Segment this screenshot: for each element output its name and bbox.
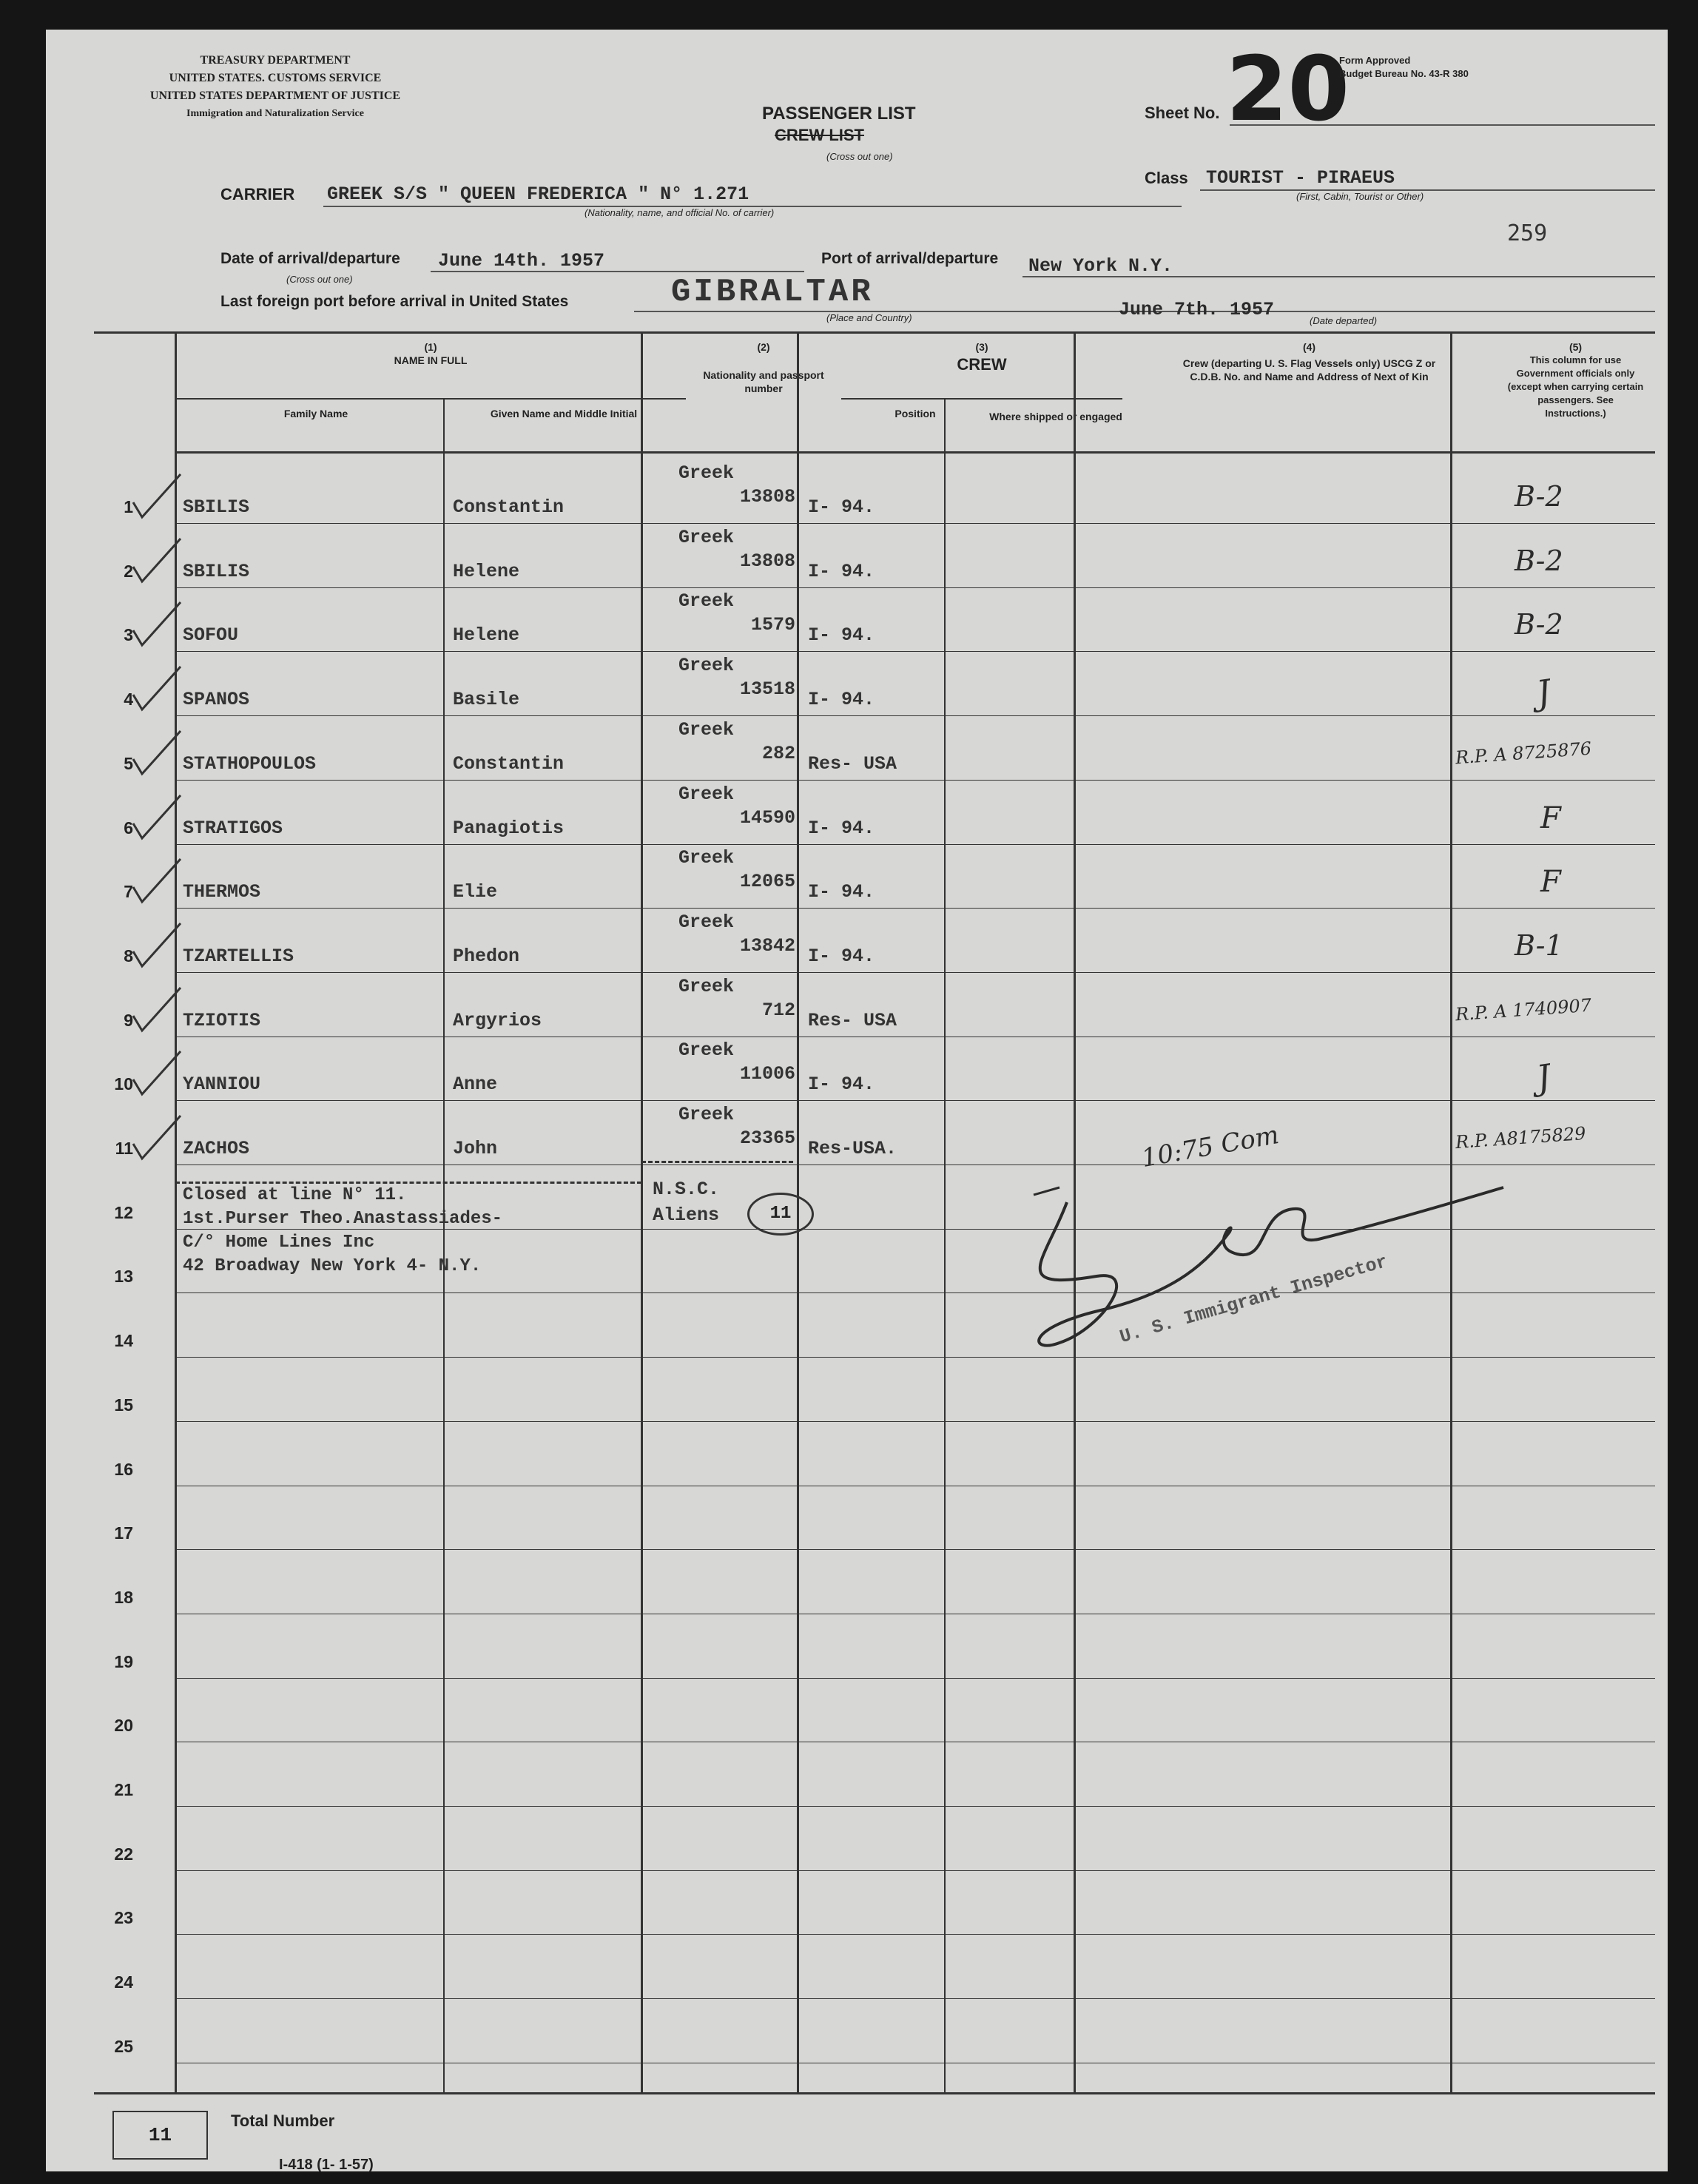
nationality: Greek <box>678 911 735 933</box>
col-line-where <box>944 398 946 2092</box>
nationality: Greek <box>678 1104 735 1125</box>
passport-number: 282 <box>761 742 795 764</box>
check-mark-icon <box>127 792 186 844</box>
row-number: 18 <box>114 1587 133 1607</box>
row-rule <box>175 587 1655 588</box>
passport-number: 13842 <box>739 934 795 957</box>
check-mark-icon <box>127 856 186 908</box>
col1-heading <box>175 340 686 367</box>
form-title-struck: CREW LIST <box>775 126 864 144</box>
departed-date: June 7th. 1957 <box>1119 299 1275 320</box>
col-line-nat <box>641 331 643 2092</box>
date-label: Date of arrival/departure <box>220 250 400 267</box>
row-number: 25 <box>114 2036 133 2056</box>
family-name: STATHOPOULOS <box>183 752 317 775</box>
check-mark-icon <box>127 728 186 780</box>
department-header <box>116 52 434 123</box>
family-name: TZARTELLIS <box>183 945 294 967</box>
col5-title: This column for use Government officials only (except when carrying certain passengers. See Instructions.) <box>1507 354 1644 419</box>
position: I- 94. <box>808 817 875 839</box>
government-note: B-2 <box>1515 544 1563 577</box>
nationality: Greek <box>678 590 735 613</box>
passenger-list-form <box>46 30 1668 2171</box>
given-name: Phedon <box>453 945 520 967</box>
given-name: Constantin <box>453 752 565 775</box>
row-rule <box>175 844 1655 845</box>
col3-title: CREW <box>957 355 1007 374</box>
closing-line-1: Closed at line N° 11. <box>183 1185 407 1205</box>
title-cross-out-hint: (Cross out one) <box>826 151 893 162</box>
given-name: Argyrios <box>453 1009 542 1031</box>
row-rule <box>175 1998 1655 1999</box>
place-country-hint: (Place and Country) <box>826 312 912 323</box>
government-note: B-2 <box>1515 480 1563 513</box>
form-approved: Form Approved <box>1339 55 1411 66</box>
row-rule <box>175 1421 1655 1422</box>
class-underline <box>1200 189 1655 191</box>
row-rule <box>175 972 1655 973</box>
row-number: 4 <box>124 690 133 710</box>
check-mark-icon <box>127 599 186 651</box>
col4-heading <box>1122 340 1496 383</box>
position: I- 94. <box>808 1074 875 1096</box>
row-number: 19 <box>114 1651 133 1671</box>
form-title: PASSENGER LIST <box>762 104 916 124</box>
col-line-left <box>175 331 177 2092</box>
row-number: 24 <box>114 1972 133 1992</box>
class-hint: (First, Cabin, Tourist or Other) <box>1296 191 1424 202</box>
sheet-underline <box>1230 124 1655 126</box>
row-rule <box>175 1806 1655 1807</box>
family-name: STRATIGOS <box>183 817 283 839</box>
passport-number: 12065 <box>739 871 795 893</box>
position: Res- USA <box>808 752 897 775</box>
row-number: 10 <box>114 1074 133 1094</box>
row-number: 6 <box>124 818 133 837</box>
given-name: John <box>453 1138 498 1159</box>
row-number: 13 <box>114 1267 133 1287</box>
given-name-heading: Given Name and Middle Initial <box>490 408 638 419</box>
government-note: R.P. A 8725876 <box>1455 738 1592 769</box>
given-name: Helene <box>453 560 520 582</box>
table-top-rule <box>94 331 1655 334</box>
table-bottom-rule <box>94 2092 1655 2094</box>
inspector-note: 10:75 Com <box>1139 1120 1281 1173</box>
nationality: Greek <box>678 526 735 548</box>
col1-number: (1) <box>424 341 437 353</box>
col3-heading <box>841 340 1122 374</box>
form-number: I-418 (1- 1-57) <box>279 2157 374 2173</box>
col5-number: (5) <box>1569 341 1583 353</box>
row-number: 11 <box>115 1139 133 1158</box>
row-rule <box>175 651 1655 652</box>
position: Res-USA. <box>808 1138 897 1159</box>
col2-heading <box>686 340 841 395</box>
position: I- 94. <box>808 945 875 967</box>
dept-line: Immigration and Naturalization Service <box>186 108 364 119</box>
col4-number: (4) <box>1302 341 1316 353</box>
government-note: R.P. A8175829 <box>1455 1122 1587 1153</box>
government-note: J <box>1534 672 1554 714</box>
passport-number: 13808 <box>739 550 795 572</box>
check-mark-icon <box>127 471 186 523</box>
budget-bureau: Budget Bureau No. 43-R 380 <box>1339 68 1469 79</box>
nsc-dash-rule <box>641 1161 793 1163</box>
aliens-count-circle: 11 <box>747 1193 814 1236</box>
government-note: F <box>1540 865 1561 900</box>
given-name: Constantin <box>453 496 565 518</box>
arrival-date: June 14th. 1957 <box>438 250 605 272</box>
nationality: Greek <box>678 655 735 677</box>
col4-title: Crew (departing U. S. Flag Vessels only) USCG Z or C.D.B. No. and Name and Address of Next of Kin <box>1182 357 1436 382</box>
check-mark-icon <box>127 1048 186 1100</box>
date-departed-hint: (Date departed) <box>1310 315 1378 326</box>
nationality: Greek <box>678 783 735 805</box>
dept-line: TREASURY DEPARTMENT <box>200 54 351 67</box>
row-number: 20 <box>114 1716 133 1736</box>
carrier-label: CARRIER <box>220 185 295 203</box>
sheet-number: 20 <box>1226 38 1350 141</box>
family-name: YANNIOU <box>183 1074 261 1096</box>
row-number: 21 <box>114 1780 133 1799</box>
given-name: Helene <box>453 624 520 647</box>
row-number: 1 <box>124 497 133 516</box>
passport-number: 1579 <box>750 614 795 636</box>
family-name: THERMOS <box>183 881 261 903</box>
row-number: 7 <box>124 882 133 902</box>
row-rule <box>175 715 1655 716</box>
closing-line-3: C/° Home Lines Inc <box>183 1233 375 1253</box>
row-number: 15 <box>114 1395 133 1415</box>
header-bottom-rule <box>175 451 1655 454</box>
position: I- 94. <box>808 689 875 711</box>
position-heading: Position <box>895 408 936 419</box>
position: I- 94. <box>808 496 875 518</box>
port-underline <box>1022 276 1655 277</box>
arrival-port: New York N.Y. <box>1028 255 1173 277</box>
passport-number: 13808 <box>739 486 795 508</box>
last-port-value: GIBRALTAR <box>671 274 874 311</box>
row-rule <box>175 1100 1655 1101</box>
nsc-label: N.S.C. <box>653 1179 720 1200</box>
row-rule <box>175 523 1655 524</box>
port-label: Port of arrival/departure <box>821 250 999 267</box>
passport-number: 23365 <box>739 1128 795 1149</box>
row-number: 2 <box>124 561 133 581</box>
class-value: TOURIST - PIRAEUS <box>1206 167 1395 189</box>
row-number: 17 <box>114 1523 133 1543</box>
nationality: Greek <box>678 847 735 869</box>
row-number: 5 <box>124 753 133 773</box>
nationality: Greek <box>678 975 735 997</box>
dept-line: UNITED STATES DEPARTMENT OF JUSTICE <box>149 90 401 102</box>
position: I- 94. <box>808 881 875 903</box>
row-number: 16 <box>114 1459 133 1479</box>
col3-subrule <box>841 398 1122 400</box>
family-name: ZACHOS <box>183 1138 250 1159</box>
given-name: Elie <box>453 881 498 903</box>
sheet-label: Sheet No. <box>1145 104 1220 122</box>
given-name: Basile <box>453 689 520 711</box>
government-note: R.P. A 1740907 <box>1455 994 1592 1025</box>
inspector-stamp: U. S. Immigrant Inspector <box>1117 1250 1390 1349</box>
passport-number: 13518 <box>739 678 795 701</box>
col-line-given <box>443 398 445 2092</box>
col1-subrule <box>175 398 686 400</box>
check-mark-icon <box>127 920 186 972</box>
given-name: Panagiotis <box>453 817 565 839</box>
passport-number: 11006 <box>739 1063 795 1085</box>
class-label: Class <box>1145 169 1188 187</box>
government-note: B-1 <box>1515 928 1563 962</box>
closing-line-2: 1st.Purser Theo.Anastassiades- <box>183 1209 503 1229</box>
row-rule <box>175 1934 1655 1935</box>
row-rule <box>175 780 1655 781</box>
row-number: 23 <box>114 1908 133 1928</box>
government-note: J <box>1534 1056 1554 1099</box>
government-note: B-2 <box>1515 608 1563 641</box>
carrier-value: GREEK S/S " QUEEN FREDERICA " N° 1.271 <box>327 183 749 205</box>
row-number: 3 <box>124 625 133 645</box>
closing-line-4: 42 Broadway New York 4- N.Y. <box>183 1256 482 1276</box>
nationality: Greek <box>678 462 735 484</box>
nationality: Greek <box>678 718 735 741</box>
total-number-label: Total Number <box>231 2111 335 2130</box>
check-mark-icon <box>127 536 186 587</box>
row-number: 8 <box>124 946 133 965</box>
check-mark-icon <box>127 664 186 715</box>
last-port-label: Last foreign port before arrival in United States <box>220 293 569 310</box>
dept-line: UNITED STATES. CUSTOMS SERVICE <box>169 72 382 84</box>
row-number: 14 <box>114 1331 133 1351</box>
position: I- 94. <box>808 624 875 647</box>
date-cross-out-hint: (Cross out one) <box>286 274 353 285</box>
row-number: 12 <box>114 1202 133 1222</box>
date-underline <box>431 271 804 272</box>
where-engaged-heading: Where shipped or engaged <box>989 411 1122 422</box>
nationality: Greek <box>678 1039 735 1062</box>
family-name: SBILIS <box>183 496 250 518</box>
col2-title: Nationality and passport number <box>703 369 824 394</box>
family-name: SBILIS <box>183 560 250 582</box>
row-number: 22 <box>114 1844 133 1864</box>
row-rule <box>175 1678 1655 1679</box>
check-mark-icon <box>127 1113 186 1165</box>
col5-heading <box>1496 340 1655 420</box>
row-rule <box>175 1870 1655 1871</box>
passport-number: 14590 <box>739 806 795 829</box>
family-name: SPANOS <box>183 689 250 711</box>
col2-number: (2) <box>757 341 770 353</box>
position: Res- USA <box>808 1009 897 1031</box>
check-mark-icon <box>127 985 186 1037</box>
closing-dash-rule <box>175 1182 641 1184</box>
inspector-signature <box>1015 1143 1518 1365</box>
col3-number: (3) <box>975 341 988 353</box>
row-rule <box>175 908 1655 909</box>
carrier-hint: (Nationality, name, and official No. of carrier) <box>584 207 775 218</box>
aliens-label: Aliens <box>653 1204 720 1226</box>
col1-title: NAME IN FULL <box>394 354 468 366</box>
row-number: 9 <box>124 1010 133 1030</box>
government-note: F <box>1540 801 1561 835</box>
given-name: Anne <box>453 1074 498 1096</box>
total-number-box: 11 <box>112 2111 208 2160</box>
stamp-number: 259 <box>1507 220 1548 246</box>
position: I- 94. <box>808 560 875 582</box>
family-name-heading: Family Name <box>283 408 348 419</box>
family-name: TZIOTIS <box>183 1009 261 1031</box>
passport-number: 712 <box>761 999 795 1021</box>
family-name: SOFOU <box>183 624 239 647</box>
row-rule <box>175 1549 1655 1550</box>
